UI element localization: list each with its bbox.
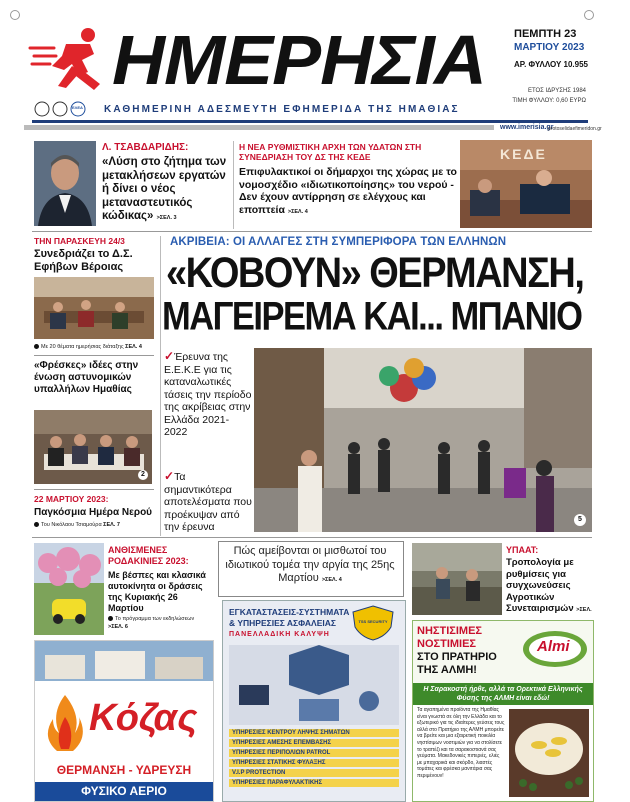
tsavdaridis-photo <box>34 141 96 226</box>
checkmark-icon: ✓ <box>164 469 175 483</box>
holiday-text: Πώς αμείβονται οι μισθωτοί του ιδιωτικού τομέα την αργία της 25ης Μαρτίου <box>225 545 395 584</box>
security-title-1: ΕΓΚΑΤΑΣΤΑΣΕΙΣ-ΣΥΣΤΗΜΑΤΑ <box>229 607 350 617</box>
ypaat-text: Τροπολογία με ρυθμίσεις για συγχωνεύσεις Αγροτικών Συνεταιρισμών <box>506 557 574 614</box>
almi-ad <box>412 620 594 802</box>
security-services-list <box>229 729 399 789</box>
top-left-ref: >ΣΕΛ. 3 <box>156 215 177 221</box>
main-point-1-text: Έρευνα της Ε.Ε.Κ.Ε για τις καταναλωτικές τάσεις την περίοδο της ακρίβειας στην Ελλάδα 2021-2022 <box>164 351 252 438</box>
left-s1-kicker: ΤΗΝ ΠΑΡΑΣΚΕΥΗ 24/3 <box>34 236 125 246</box>
left-s3-kicker: 22 ΜΑΡΤΙΟΥ 2023: <box>34 494 109 504</box>
olives-photo <box>509 709 589 797</box>
security-service-item: V.I.P PROTECTION <box>229 769 399 777</box>
issue-number: ΑΡ. ΦΥΛΛΟΥ 10.955 <box>514 60 588 69</box>
security-service-item: ΥΠΗΡΕΣΙΕΣ ΠΕΡΙΠΟΛΙΩΝ PATROL <box>229 749 399 757</box>
kozas-line-1: ΘΕΡΜΑΝΣΗ - ΥΔΡΕΥΣΗ <box>56 763 192 777</box>
top-left-name: Λ. ΤΣΑΒΔΑΡΙΔΗΣ: <box>102 142 189 153</box>
peaches-ref: >ΣΕΛ. 6 <box>108 624 128 630</box>
registration-mark-left <box>10 10 20 20</box>
checkmark-icon: ✓ <box>164 349 175 363</box>
masthead-subtitle: ΚΑΘΗΜΕΡΙΝΗ ΑΔΕΣΜΕΥΤΗ ΕΦΗΜΕΡΙΔΑ ΤΗΣ ΗΜΑΘΙΑΣ <box>104 104 460 115</box>
website-link[interactable]: www.imerisia.gr <box>500 124 554 131</box>
main-headline-1: «ΚΟΒΟΥΝ» ΘΕΡΜΑΝΣΗ, <box>166 250 584 298</box>
ypaat-kicker: ΥΠΑΑΤ: <box>506 545 539 555</box>
left-s3-bullet: Του Νικόλαου Τσιαμούρα <box>41 522 102 528</box>
main-headline-2: ΜΑΓΕΙΡΕΜΑ ΚΑΙ... ΜΠΑΝΙΟ <box>162 295 582 339</box>
security-ad <box>222 600 406 802</box>
left-s1-title: Συνεδριάζει το Δ.Σ. Εφήβων Βέροιας <box>34 248 133 273</box>
almi-title-1: ΝΗΣΤΙΣΙΜΕΣ <box>417 625 483 637</box>
council-photo <box>34 277 154 339</box>
security-badge: TSS SECURITY <box>358 619 388 624</box>
top-right-kicker: Η ΝΕΑ ΡΥΘΜΙΣΤΙΚΗ ΑΡΧΗ ΤΩΝ ΥΔΑΤΩΝ ΣΤΗ ΣΥΝΕΔΡΙΑΣΗ ΤΟΥ ΔΣ ΤΗΣ ΚΕΔΕ <box>239 142 422 162</box>
almi-title-4: ΤΗΣ ΑΛΜΗ! <box>417 664 477 676</box>
left-s1-ref: ΣΕΛ. 4 <box>125 344 142 350</box>
peaches-bullet: Το πρόγραμμα των εκδηλώσεων <box>115 616 195 622</box>
peach-blossom-photo <box>34 543 104 635</box>
main-point-2-text: Τα σημαντικότερα αποτελέσματα που προέκυψαν από την έρευνα <box>164 471 252 533</box>
kede-sign: ΚΕΔΕ <box>500 146 547 162</box>
main-point-2 <box>164 470 252 534</box>
kozas-line-2: ΦΥΣΙΚΟ ΑΕΡΙΟ <box>35 782 213 801</box>
divider <box>160 236 161 536</box>
registration-mark-right <box>584 10 594 20</box>
almi-brand: Almi <box>537 638 570 655</box>
ypaat-ref: >ΣΕΛ. <box>576 607 592 613</box>
security-devices-graphic <box>229 645 399 725</box>
issue-month: ΜΑΡΤΙΟΥ 2023 <box>514 42 585 53</box>
almi-title-3: ΣΤΟ ΠΡΑΤΗΡΙΟ <box>417 651 497 663</box>
masthead-title: ΗΜΕΡΗΣΙΑ <box>112 21 486 99</box>
bullet-icon <box>34 344 39 349</box>
shopping-street-photo <box>254 348 592 532</box>
masthead-date-block <box>514 28 588 71</box>
website-right: protoselidaefimeridon.gr <box>548 126 602 132</box>
almi-body: Τα αγαπημένα προϊόντα της Ημαθίας είναι γνωστά σε όλη την Ελλάδα και το εξωτερικό για τις ιδιαίτερες γεύσεις τους αλλά στο Πρατήριο της ΑΛΜΗ μπορείτε να βρείτε και μια εξαιρετική ποικιλία νηστίσιμων νοστιμιών για να στολίσετε το τραπέζι και τα σαρακοστιανά σας γεύματα. Μακεδονικές πιπεριές, ελιές με μπαχαρικά και σκόρδο, λιαστές τομάτες και φρέσκα μανιτάρια σας περιμένουν! <box>417 707 505 779</box>
left-s3-ref: ΣΕΛ. 7 <box>103 522 120 528</box>
top-left-quote <box>102 156 230 226</box>
divider <box>32 231 592 232</box>
kozas-brand: Κόζας <box>89 697 198 739</box>
top-right-text-block <box>239 166 457 218</box>
police-union-photo <box>34 410 152 484</box>
peaches-text: Με βέσπες και κλασικά αυτοκίνητα οι δράσεις της Κυριακής 26 Μαρτίου <box>108 570 206 613</box>
almi-title-2: ΝΟΣΤΙΜΙΕΣ <box>417 638 477 650</box>
left-s1-bullet-line <box>34 344 142 350</box>
photo-badge: 2 <box>138 470 148 480</box>
divider <box>34 489 154 490</box>
top-right-text: Επιφυλακτικοί οι δήμαρχοι της χώρας με το νομοσχέδιο «ιδιωτικοποίησης» του νερού - Δεν έχουν αντίρρηση σε ελέγχους και εποπτεία <box>239 166 457 216</box>
masthead-runner-logo <box>28 26 110 94</box>
security-service-item: ΥΠΗΡΕΣΙΕΣ ΠΑΡΑΦΥΛΑΚΤΙΚΗΣ <box>229 779 399 787</box>
bullet-icon <box>34 522 39 527</box>
security-subtitle: ΠΑΝΕΛΛΑΔΙΚΗ ΚΑΛΥΨΗ <box>229 631 330 638</box>
main-point-1 <box>164 350 252 439</box>
holiday-text-block <box>222 545 398 588</box>
divider <box>34 355 154 356</box>
peaches-bullet-line <box>108 615 194 631</box>
kede-meeting-photo <box>460 140 592 228</box>
flame-icon <box>45 693 85 753</box>
elea-label: ΕΛΕΑ <box>72 105 83 110</box>
almi-banner: Η Σαρακοστή ήρθε, αλλά τα Ορεκτικά Ελληνικής Φύσης της ΑΛΜΗ είναι εδώ! <box>413 683 593 705</box>
masthead-meta <box>508 86 586 106</box>
issue-day: ΠΕΜΠΤΗ 23 <box>514 28 577 40</box>
masthead-grey-bar <box>24 125 494 130</box>
divider <box>32 537 592 538</box>
bullet-icon <box>108 616 113 621</box>
left-s3-bullet-line <box>34 522 120 528</box>
farm-photo <box>412 543 502 615</box>
left-s1-bullet: Με 20 θέματα ημερήσιας διάταξης <box>41 344 124 350</box>
elea-logo <box>34 101 90 117</box>
top-left-quote-text: «Λύση στο ζήτημα των μετακλήσεων εργατών ή δίνει ο νέος μεταναστευτικός κώδικας» <box>102 156 227 222</box>
left-s2-title: «Φρέσκες» ιδέες στην ένωση αστυνομικών υπαλλήλων Ημαθίας <box>34 360 139 395</box>
security-service-item: ΥΠΗΡΕΣΙΕΣ ΑΜΕΣΗΣ ΕΠΕΜΒΑΣΗΣ <box>229 739 399 747</box>
founded-year: ΕΤΟΣ ΙΔΡΥΣΗΣ 1984 <box>527 88 586 94</box>
top-right-ref: >ΣΕΛ. 4 <box>287 208 308 215</box>
masthead-rule <box>32 120 588 123</box>
divider <box>233 141 234 229</box>
security-service-item: ΥΠΗΡΕΣΙΕΣ ΚΕΝΤΡΟΥ ΛΗΨΗΣ ΣΗΜΑΤΩΝ <box>229 729 399 737</box>
security-title-2: & ΥΠΗΡΕΣΙΕΣ ΑΣΦΑΛΕΙΑΣ <box>229 618 336 628</box>
holiday-ref: >ΣΕΛ. 4 <box>321 577 342 583</box>
kozas-ad <box>34 640 214 802</box>
price: ΤΙΜΗ ΦΥΛΛΟΥ: 0,60 ΕΥΡΩ <box>512 98 586 104</box>
main-kicker: ΑΚΡΙΒΕΙΑ: ΟΙ ΑΛΛΑΓΕΣ ΣΤΗ ΣΥΜΠΕΡΙΦΟΡΑ ΤΩΝ ΕΛΛΗΝΩΝ <box>170 236 507 248</box>
left-s3-title: Παγκόσμια Ημέρα Νερού <box>34 507 152 518</box>
security-service-item: ΥΠΗΡΕΣΙΕΣ ΣΤΑΤΙΚΗΣ ΦΥΛΑΞΗΣ <box>229 759 399 767</box>
photo-badge: 5 <box>574 514 586 526</box>
peaches-kicker: ΑΝΘΙΣΜΕΝΕΣ ΡΟΔΑΚΙΝΙΕΣ 2023: <box>108 545 189 566</box>
